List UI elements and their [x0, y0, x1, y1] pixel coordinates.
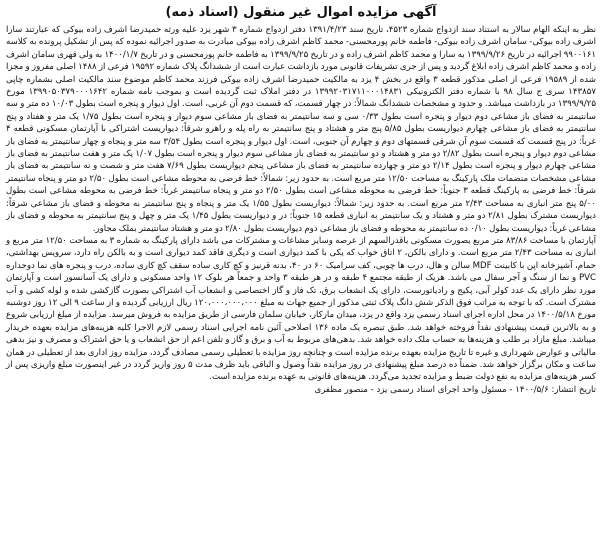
notice-body — [6, 24, 596, 384]
notice-paragraph-1: نظر به اینکه الهام سالار به استناد سند ازدواج شماره ۴۵۲۳، تاریخ سند ۱۳۹۱/۴/۲۳ دفتر ازدواج شماره ۳ شهر یزد علیه ورثه حمیدرضا اشرف زاده بیوکی که عبارتند سارا اشرف زاده بیوکی- سامان اشرف زاده بیوکی- فاطمه خانم پورمحسنی- محمد کاظم اشرف زاده بیوکی مبادرت به صدور اجرائیه نموده که پس از تشکیل پرونده به کلاسه ۹۹۰۰۱۶۱ اجرائیه در تاریخ ۱۳۹۹/۹/۲۶ به سارا و محمد کاظم اشرف زاده و در تاریخ ۱۳۹۹/۹/۲۵ به فاطمه خانم پورمحسنی و در تاریخ ۱۴۰۰/۱/۷ به ولی قهری سامان اشرف زاده و محمد کاظم اشرف زاده ابلاغ گردید و پس از جری تشریفات قانونی مورد بازداشت عبارت است از ششدانگ پلاک شماره ۱۹۵۹۲ فرعی از ۱۴۸۸ اصلی مفروز و مجزا شده از ۱۹۵۸۹ فرعی از اصلی مذکور قطعه ۳ واقع در بخش ۴ یزد به مالکیت حمیدرضا اشرف زاده بیوکی فرزند محمد کاظم موضوع سند مالکیت اصلی بشماره چاپی ۱۴۳۸۵۷ سری ج سال ۹۸ با شماره دفتر الکترونیکی ۱۳۹۹۲۰۳۱۷۱۱۰۰۰۱۴۸۳۱ در دفتر املاک ثبت گردیده است و بموجب نامه شماره ۱۳۹۹۰۵۰۳۷۹۰۰۰۱۶۴۲ مورخ ۱۳۹۹/۹/۲۵ در بازداشت میباشد. و حدود و مشخصات ششدانگ شمالاً: در چهار قسمت، که قسمت دوم آن غربی، است. اول دیوار و پنجره است بطول ۱۰/۰۳ ده متر و سه سانتیمتر به فضای باز مشاعی دوم دیوار و پنجره است بطول ۰/۳۳ سی و سه سانتیمتر به فضای باز مشاعی سوم دیوار و پنجره است بطول ۱/۷۵ یک متر و هفتاد و پنج سانتیمتر به فضای باز مشاعی چهارم دیواریست بطول ۵/۸۵ پنج متر و هشتاد و پنج سانتیمتر به راه پله و راهرو شرقاً: دیواریست اشتراکی با آپارتمان مسکونی قطعه ۴ غرباً: در پنج قسمت که قسمت سوم آن شرقی قسمتهای دوم و چهارم آن جنوبی، است. اول دیوار و پنجره است بطول ۳/۵۴ سه متر و پنجاه و چهار سانتیمتر به فضای باز مشاعی دوم دیوار و پنجره است بطول ۲/۸۲ دو متر و هشتاد و دو سانتیمتر به فضای باز مشاعی سوم دیوار و پنجره است بطول ۱/۰۷ یک متر و هفت سانتیمتر به فضای باز مشاعی چهارم دیوار و پنجره است بطول ۲/۱۴ دو متر و چهارده سانتیمتر به فضای باز مشاعی پنجم دیواریست بطول ۷/۶۹ هفت متر و شصت و نه سانتیمتر به فضای باز مشاعی مشخصات منضمات ملک پارکینگ به مساحت ۱۲/۵۰ متر مربع است. به حدود زیر: شمالاً: خط فرضی به محوطه مشاعی است بطول ۲/۵۰ دو متر و پنجاه سانتیمتر شرقاً: خط فرضی به پارکینگ قطعه ۳ جنوباً: خط فرضی به محوطه مشاعی است بطول ۲/۵۰ دو متر و پنجاه سانتیمتر غرباً: خط فرضی به محوطه مشاعی است بطول ۵/۰۰ پنج متر انباری به مساحت ۲/۴۳ متر مربع است. به حدود زیر: شمالاً: دیواریست بطول ۱/۵۵ یک متر و پنجاه و پنج سانتیمتر به محوطه و فضای باز مشاعی شرقاً: دیواریست مشترک بطول ۲/۸۱ دو متر و هشتاد و یک سانتیمتر به انباری قطعه ۱۵ جنوباً: در و دیواریست بطول ۱/۴۵ یک متر و چهل و پنج سانتیمتر به محوطه و فضای باز مشاعی غرباً: دیواریست بطول ۰/۱۰ ده سانتیمتر به محوطه و فضای باز مشاعی دوم دیواریست بطول ۲/۸۰ دو متر و هشتاد سانتیمتر بملک مجاور. — [6, 25, 597, 234]
notice-paragraph-2: آپارتمان با مساحت ۸۳/۸۶ متر مربع بصورت مسکونی باقدرالسهم از عرصه وسایر مشاعات و مشترکات می باشد دارای پارکینگ به شماره ۳ به مساحت ۱۲/۵۰ متر مربع و انباری به مساحت ۲/۴۳ متر مربع است. و دارای بالکن، ۲ اتاق خواب که یکی با کمد دیواری است و دیگری فاقد کمد دیواری است و به بالکن راه دارد، سرویس بهداشتی، حمام، آشپزخانه اپن با کابینت MDF سالن و هال، درب ها چوبی، کف سرامیک ۶۰ در ۴۰، بدنه قرنیز و کچ کاری ساده سقف کچ کاری ساده، درب و پنجره های نما دوجداره PVC و نما از سنگ و آجر سفال می باشد. هریک از طبقه مجتمع ۴ طبقه و در هر طبقه ۳ واحد و جمعاً هر بلوک ۱۲ واحد مسکونی و دارای یک آسانسور است و آپارتمان مورد نظر دارای یک عدد کولر آبی، پکیج و رادیاتورست، دارای یک انشعاب برق، تک فاز و گاز اختصاصی و انشعاب آب اشتراکی بصورت گازکشی شده و لوله کشی و آب مشترک است. که با توجه به مراتب فوق الذکر شش دانگ پلاک ثبتی مذکور از جمیع جهات به مبلغ ۱۲۰،۰۰۰،۰۰۰،۰۰۰ ریال ارزیابی گردیده و از ساعت ۹ الی ۱۲ روز دوشنبه مورخ ۱۴۰۰/۵/۱۸ در محل اداره اجرای اسناد رسمی یزد واقع در یزد، میدان مارکار، خیابان سلمان فارسی از طریق مزایده به فروش میرسد. مزایده از مبلغ ارزیابی شروع و به بالاترین قیمت پیشنهادی نقداً فروخته خواهد شد. طبق تبصره یک ماده ۱۳۶ اصلاحی آئین نامه اجرایی اسناد رسمی لازم الاجرا کلیه هزینه‌های مزایده بعهده خریدار میباشد. مبلغ مازاد بر طلب و هزینه‌ها به حساب ملک داده خواهد شد. بدهی‌های مربوط به آب و برق و گاز و تلفن اعم از حق انشعاب و یا حق اشتراک و مصرف و نیز بدهی مالیاتی و عوارض شهرداری و غیره تا تاریخ مزایده بعهده برنده مزایده است و چنانچه روز مزایده با تعطیلی رسمی مصادف گردد، مزایده روز اداری بعد از تعطیلی در همان ساعت و مکان برگزار خواهد شد. ضمناً ده درصد مبلغ پیشنهادی در روز مزایده نقداً وصول و الباقی باید ظرف مدت ۵ روز واریز گردد در غیر اینصورت مبلغ واریزی پس از کسر هزینه‌های مزایده به نفع دولت ضبط و مزایده تجدید می‌گردد. هزینه‌های قانونی به عهده برنده مزایده است. — [6, 235, 597, 383]
notice-footer: تاریخ انتشار: ۱۴۰۰/۵/۶ - مسئول واحد اجرای اسناد رسمی یزد - منصور مظفری — [314, 384, 596, 395]
notice-title: آگهی مزایده اموال غیر منقول (اسناد ذمه) — [165, 5, 437, 20]
